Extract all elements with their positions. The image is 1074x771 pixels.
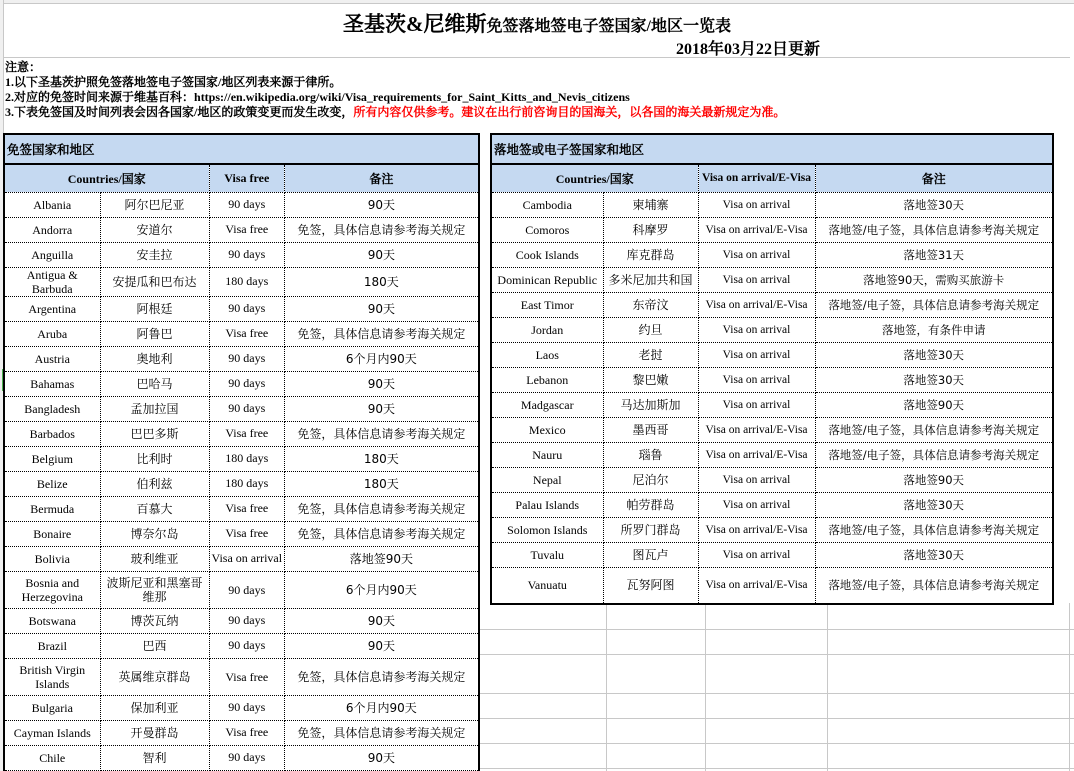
note-cell[interactable]: 免签，具体信息请参考海关规定 — [285, 321, 479, 346]
note-cell[interactable]: 落地签/电子签，具体信息请参考海关规定 — [815, 217, 1053, 242]
note-line-2 — [5, 90, 785, 105]
table-row — [4, 296, 479, 321]
country-en-cell[interactable]: Jordan — [491, 317, 603, 342]
section-header-row — [491, 134, 1053, 164]
note-cell[interactable]: 落地签/电子签，具体信息请参考海关规定 — [815, 442, 1053, 467]
grid-line — [478, 629, 1074, 630]
note-cell[interactable]: 6个月内90天 — [285, 346, 479, 371]
note-cell[interactable]: 落地签30天 — [815, 492, 1053, 517]
note-cell[interactable]: 落地签30天 — [815, 342, 1053, 367]
country-en-cell[interactable]: East Timor — [491, 292, 603, 317]
table-row — [4, 346, 479, 371]
country-en-cell[interactable]: Nepal — [491, 467, 603, 492]
visa-cell[interactable]: Visa on arrival — [698, 192, 815, 217]
country-en-cell[interactable]: Bulgaria — [4, 695, 100, 720]
country-en-cell[interactable]: Antigua & Barbuda — [4, 267, 100, 296]
table-row — [491, 517, 1053, 542]
title-rest: 免签落地签电子签国家/地区一览表 — [486, 18, 731, 35]
note-cell[interactable]: 落地签，有条件申请 — [815, 317, 1053, 342]
note-cell[interactable]: 6个月内90天 — [285, 695, 479, 720]
header-countries[interactable]: Countries/国家 — [491, 164, 698, 192]
note-cell[interactable]: 落地签90天 — [285, 546, 479, 571]
note-cell[interactable]: 90天 — [285, 242, 479, 267]
note-cell[interactable]: 90天 — [285, 396, 479, 421]
column-header-row — [491, 164, 1053, 192]
visa-cell[interactable]: Visa free — [209, 720, 285, 745]
table-row — [4, 658, 479, 695]
note-cell[interactable]: 180天 — [285, 446, 479, 471]
note-cell[interactable]: 90天 — [285, 296, 479, 321]
country-cn-cell[interactable]: 柬埔寨 — [603, 192, 698, 217]
table-row — [4, 242, 479, 267]
country-cn-cell[interactable]: 玻利维亚 — [100, 546, 209, 571]
table-row — [4, 446, 479, 471]
table-row — [4, 521, 479, 546]
table-row — [491, 242, 1053, 267]
country-en-cell[interactable]: Brazil — [4, 633, 100, 658]
country-en-cell[interactable]: Bermuda — [4, 496, 100, 521]
country-cn-cell[interactable]: 波斯尼亚和黑塞哥维那 — [100, 571, 209, 608]
country-cn-cell[interactable]: 安提瓜和巴布达 — [100, 267, 209, 296]
note-cell[interactable]: 落地签/电子签，具体信息请参考海关规定 — [815, 292, 1053, 317]
table-row — [4, 745, 479, 770]
grid-line — [478, 743, 1074, 744]
country-en-cell[interactable]: Bangladesh — [4, 396, 100, 421]
country-cn-cell[interactable]: 东帝汶 — [603, 292, 698, 317]
wikipedia-url: https://en.wikipedia.org/wiki/Visa_requirements_for_Saint_Kitts_and_Nevis_citizens — [194, 90, 630, 104]
country-cn-cell[interactable]: 墨西哥 — [603, 417, 698, 442]
visa-cell[interactable]: Visa on arrival — [698, 267, 815, 292]
country-cn-cell[interactable]: 保加利亚 — [100, 695, 209, 720]
country-cn-cell[interactable]: 英属维京群岛 — [100, 658, 209, 695]
visa-cell[interactable]: Visa free — [209, 521, 285, 546]
note-cell[interactable]: 落地签90天，需购买旅游卡 — [815, 267, 1053, 292]
note-cell[interactable]: 落地签30天 — [815, 192, 1053, 217]
table-row — [491, 342, 1053, 367]
country-cn-cell[interactable]: 开曼群岛 — [100, 720, 209, 745]
country-en-cell[interactable]: Belize — [4, 471, 100, 496]
visa-cell[interactable]: Visa on arrival — [698, 317, 815, 342]
country-en-cell[interactable]: Cayman Islands — [4, 720, 100, 745]
note-cell[interactable]: 免签，具体信息请参考海关规定 — [285, 521, 479, 546]
country-en-cell[interactable]: Albania — [4, 192, 100, 217]
table-row — [4, 720, 479, 745]
table-row — [4, 421, 479, 446]
country-cn-cell[interactable]: 帕劳群岛 — [603, 492, 698, 517]
country-cn-cell[interactable]: 巴哈马 — [100, 371, 209, 396]
note-cell[interactable]: 落地签/电子签，具体信息请参考海关规定 — [815, 417, 1053, 442]
country-en-cell[interactable]: Tuvalu — [491, 542, 603, 567]
header-countries[interactable]: Countries/国家 — [4, 164, 209, 192]
country-en-cell[interactable]: Nauru — [491, 442, 603, 467]
country-cn-cell[interactable]: 孟加拉国 — [100, 396, 209, 421]
country-en-cell[interactable]: Lebanon — [491, 367, 603, 392]
update-date[interactable]: 2018年03月22日更新 — [676, 41, 821, 58]
table-row — [491, 417, 1053, 442]
table-row — [4, 396, 479, 421]
country-cn-cell[interactable]: 博奈尔岛 — [100, 521, 209, 546]
country-cn-cell[interactable]: 博茨瓦纳 — [100, 608, 209, 633]
country-en-cell[interactable]: Solomon Islands — [491, 517, 603, 542]
column-header-row — [4, 164, 479, 192]
note-cell[interactable]: 90天 — [285, 745, 479, 770]
grid-line — [478, 718, 1074, 719]
country-en-cell[interactable]: Bosnia and Herzegovina — [4, 571, 100, 608]
visa-free-table — [3, 133, 480, 771]
visa-cell[interactable]: 90 days — [209, 633, 285, 658]
note-cell[interactable]: 90天 — [285, 192, 479, 217]
note-cell[interactable]: 落地签90天 — [815, 467, 1053, 492]
country-cn-cell[interactable]: 巴巴多斯 — [100, 421, 209, 446]
note-cell[interactable]: 免签，具体信息请参考海关规定 — [285, 421, 479, 446]
country-cn-cell[interactable]: 百慕大 — [100, 496, 209, 521]
table-row — [4, 496, 479, 521]
visa-cell[interactable]: Visa on arrival — [698, 242, 815, 267]
table-row — [4, 192, 479, 217]
visa-cell[interactable]: 90 days — [209, 608, 285, 633]
note-cell[interactable]: 90天 — [285, 608, 479, 633]
country-en-cell[interactable]: Aruba — [4, 321, 100, 346]
country-cn-cell[interactable]: 瑙鲁 — [603, 442, 698, 467]
notes-block[interactable] — [5, 60, 785, 120]
country-cn-cell[interactable]: 比利时 — [100, 446, 209, 471]
country-cn-cell[interactable]: 安道尔 — [100, 217, 209, 242]
notes-heading: 注意： — [5, 60, 42, 74]
country-en-cell[interactable]: Bonaire — [4, 521, 100, 546]
visa-cell[interactable]: Visa on arrival/E-Visa — [698, 417, 815, 442]
table-row — [4, 608, 479, 633]
country-en-cell[interactable]: Dominican Republic — [491, 267, 603, 292]
section-title-visa-free[interactable]: 免签国家和地区 — [4, 134, 479, 164]
country-en-cell[interactable]: Madgascar — [491, 392, 603, 417]
visa-cell[interactable]: Visa free — [209, 658, 285, 695]
note-cell[interactable]: 落地签30天 — [815, 542, 1053, 567]
country-cn-cell[interactable]: 黎巴嫩 — [603, 367, 698, 392]
visa-cell[interactable]: 90 days — [209, 346, 285, 371]
note-line-3 — [5, 105, 785, 120]
note-line-1: 1.以下圣基茨护照免签落地签电子签国家/地区列表来源于律所。 — [5, 75, 342, 89]
country-cn-cell[interactable]: 尼泊尔 — [603, 467, 698, 492]
visa-cell[interactable]: 90 days — [209, 242, 285, 267]
visa-cell[interactable]: 90 days — [209, 745, 285, 770]
country-en-cell[interactable]: Belgium — [4, 446, 100, 471]
page-title[interactable] — [4, 8, 1070, 38]
note-line-3-prefix: 3.下表免签国及时间列表会因各国家/地区的政策变更而发生改变， — [5, 105, 354, 119]
country-cn-cell[interactable]: 科摩罗 — [603, 217, 698, 242]
country-en-cell[interactable]: Mexico — [491, 417, 603, 442]
note-cell[interactable]: 90天 — [285, 371, 479, 396]
visa-cell[interactable]: Visa on arrival — [698, 392, 815, 417]
section-title-visa-on-arrival[interactable]: 落地签或电子签国家和地区 — [491, 134, 1053, 164]
disclaimer-red: 所有内容仅供参考。建议在出行前咨询目的国海关，以各国的海关最新规定为准。 — [353, 105, 786, 119]
visa-cell[interactable]: 180 days — [209, 267, 285, 296]
country-cn-cell[interactable]: 库克群岛 — [603, 242, 698, 267]
country-en-cell[interactable]: Vanuatu — [491, 567, 603, 604]
visa-cell[interactable]: 180 days — [209, 446, 285, 471]
country-en-cell[interactable]: Argentina — [4, 296, 100, 321]
country-cn-cell[interactable]: 马达加斯加 — [603, 392, 698, 417]
visa-cell[interactable]: Visa on arrival — [209, 546, 285, 571]
country-cn-cell[interactable]: 巴西 — [100, 633, 209, 658]
visa-cell[interactable]: Visa on arrival — [698, 542, 815, 567]
visa-cell[interactable]: Visa on arrival — [698, 367, 815, 392]
table-row — [491, 567, 1053, 604]
country-cn-cell[interactable]: 多米尼加共和国 — [603, 267, 698, 292]
country-cn-cell[interactable]: 瓦努阿图 — [603, 567, 698, 604]
visa-cell[interactable]: Visa free — [209, 421, 285, 446]
table-row — [491, 292, 1053, 317]
country-en-cell[interactable]: Barbados — [4, 421, 100, 446]
note-cell[interactable]: 免签，具体信息请参考海关规定 — [285, 658, 479, 695]
country-en-cell[interactable]: Chile — [4, 745, 100, 770]
table-row — [491, 442, 1053, 467]
header-visa-type[interactable]: Visa on arrival/E-Visa — [698, 164, 815, 192]
table-row — [491, 317, 1053, 342]
note-cell[interactable]: 落地签/电子签，具体信息请参考海关规定 — [815, 517, 1053, 542]
country-cn-cell[interactable]: 奥地利 — [100, 346, 209, 371]
country-cn-cell[interactable]: 图瓦卢 — [603, 542, 698, 567]
visa-cell[interactable]: 90 days — [209, 192, 285, 217]
visa-cell[interactable]: Visa on arrival — [698, 492, 815, 517]
note-cell[interactable]: 落地签31天 — [815, 242, 1053, 267]
table-row — [491, 542, 1053, 567]
visa-cell[interactable]: Visa on arrival — [698, 467, 815, 492]
table-row — [4, 321, 479, 346]
visa-cell[interactable]: 90 days — [209, 571, 285, 608]
table-row — [4, 267, 479, 296]
country-cn-cell[interactable]: 老挝 — [603, 342, 698, 367]
country-cn-cell[interactable]: 阿鲁巴 — [100, 321, 209, 346]
table-row — [491, 392, 1053, 417]
country-en-cell[interactable]: Cambodia — [491, 192, 603, 217]
table-row — [4, 695, 479, 720]
table-row — [4, 471, 479, 496]
table-row — [491, 267, 1053, 292]
country-cn-cell[interactable]: 伯利兹 — [100, 471, 209, 496]
visa-cell[interactable]: Visa on arrival/E-Visa — [698, 217, 815, 242]
title-area — [4, 4, 1070, 58]
country-en-cell[interactable]: Andorra — [4, 217, 100, 242]
visa-cell[interactable]: Visa on arrival/E-Visa — [698, 517, 815, 542]
visa-cell[interactable]: 180 days — [209, 471, 285, 496]
note-cell[interactable]: 免签，具体信息请参考海关规定 — [285, 720, 479, 745]
visa-cell[interactable]: Visa on arrival/E-Visa — [698, 292, 815, 317]
title-main: 圣基茨&尼维斯 — [343, 12, 487, 36]
visa-cell[interactable]: Visa free — [209, 217, 285, 242]
table-row — [491, 192, 1053, 217]
note-cell[interactable]: 免签，具体信息请参考海关规定 — [285, 496, 479, 521]
country-en-cell[interactable]: Laos — [491, 342, 603, 367]
note-cell[interactable]: 落地签90天 — [815, 392, 1053, 417]
visa-cell[interactable]: 90 days — [209, 296, 285, 321]
visa-cell[interactable]: 90 days — [209, 396, 285, 421]
table-row — [4, 371, 479, 396]
country-en-cell[interactable]: Botswana — [4, 608, 100, 633]
country-cn-cell[interactable]: 约旦 — [603, 317, 698, 342]
table-row — [491, 467, 1053, 492]
grid-line — [478, 693, 1074, 694]
visa-cell[interactable]: Visa on arrival/E-Visa — [698, 442, 815, 467]
country-cn-cell[interactable]: 安圭拉 — [100, 242, 209, 267]
visa-cell[interactable]: Visa on arrival/E-Visa — [698, 567, 815, 604]
note-cell[interactable]: 180天 — [285, 471, 479, 496]
table-row — [491, 492, 1053, 517]
country-en-cell[interactable]: Bolivia — [4, 546, 100, 571]
visa-cell[interactable]: Visa on arrival — [698, 342, 815, 367]
table-row — [491, 217, 1053, 242]
header-notes[interactable]: 备注 — [815, 164, 1053, 192]
country-cn-cell[interactable]: 智利 — [100, 745, 209, 770]
table-row — [491, 367, 1053, 392]
country-cn-cell[interactable]: 阿尔巴尼亚 — [100, 192, 209, 217]
grid-line — [478, 768, 1074, 769]
country-en-cell[interactable]: Palau Islands — [491, 492, 603, 517]
header-visa-free[interactable]: Visa free — [209, 164, 285, 192]
country-en-cell[interactable]: Comoros — [491, 217, 603, 242]
table-row — [4, 571, 479, 608]
table-row — [4, 217, 479, 242]
note-cell[interactable]: 6个月内90天 — [285, 571, 479, 608]
note-cell[interactable]: 免签，具体信息请参考海关规定 — [285, 217, 479, 242]
table-row — [4, 633, 479, 658]
country-en-cell[interactable]: British Virgin Islands — [4, 658, 100, 695]
country-en-cell[interactable]: Cook Islands — [491, 242, 603, 267]
visa-cell[interactable]: 90 days — [209, 695, 285, 720]
grid-line — [478, 654, 1074, 655]
country-en-cell[interactable]: Anguilla — [4, 242, 100, 267]
note-cell[interactable]: 落地签/电子签，具体信息请参考海关规定 — [815, 567, 1053, 604]
country-cn-cell[interactable]: 阿根廷 — [100, 296, 209, 321]
visa-cell[interactable]: Visa free — [209, 496, 285, 521]
country-cn-cell[interactable]: 所罗门群岛 — [603, 517, 698, 542]
note-cell[interactable]: 180天 — [285, 267, 479, 296]
visa-cell[interactable]: Visa free — [209, 321, 285, 346]
section-header-row — [4, 134, 479, 164]
visa-on-arrival-table — [490, 133, 1054, 605]
country-en-cell[interactable]: Bahamas — [4, 371, 100, 396]
country-en-cell[interactable]: Austria — [4, 346, 100, 371]
visa-cell[interactable]: 90 days — [209, 371, 285, 396]
note-cell[interactable]: 落地签30天 — [815, 367, 1053, 392]
note-line-2-prefix: 2.对应的免签时间来源于维基百科： — [5, 90, 195, 104]
table-row — [4, 546, 479, 571]
header-notes[interactable]: 备注 — [285, 164, 479, 192]
note-cell[interactable]: 90天 — [285, 633, 479, 658]
